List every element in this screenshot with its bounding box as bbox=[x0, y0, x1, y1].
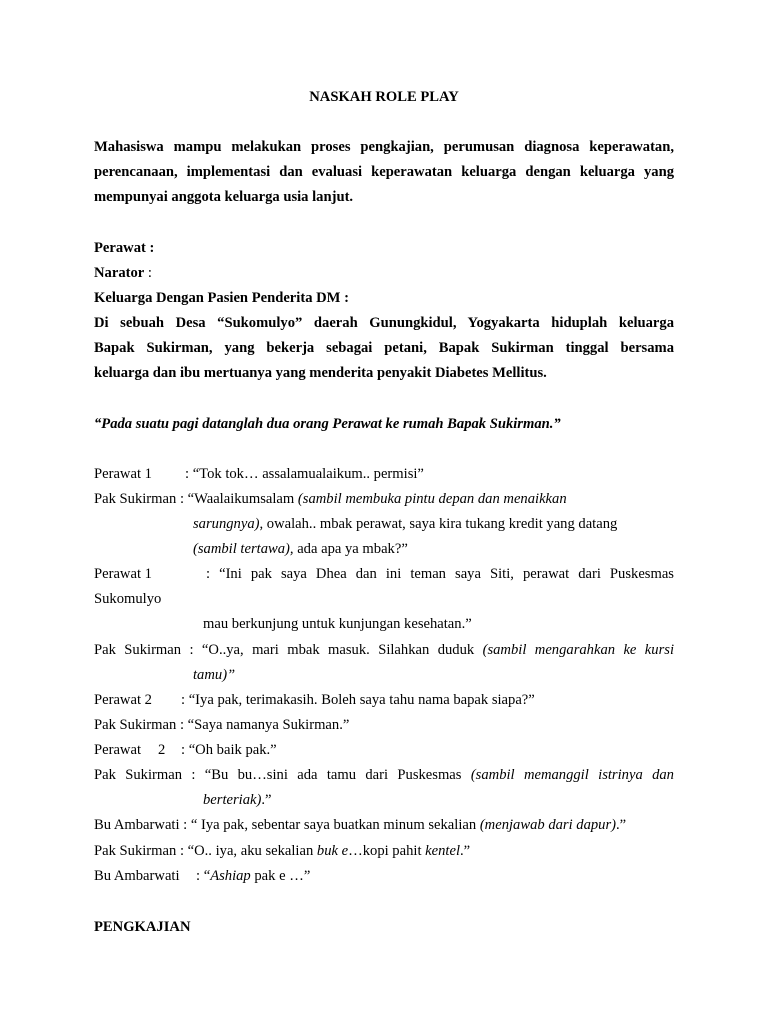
dialogue-ambarwati-1 bbox=[94, 818, 626, 833]
role-narator-colon: : bbox=[144, 265, 152, 281]
dialogue-sukirman-5 bbox=[94, 844, 470, 859]
dialogue-ambarwati-1-action: (menjawab dari dapur) bbox=[479, 817, 617, 833]
dialogue-ambarwati-1-end: .” bbox=[616, 817, 627, 833]
story-line-3: keluarga dan ibu mertuanya yang menderita penyakit Diabetes Mellitus. bbox=[94, 365, 547, 381]
dialogue-perawat1b-line2: Sukomulyo bbox=[94, 591, 162, 607]
dialogue-sukirman-3: Pak Sukirman : “Saya namanya Sukirman.” bbox=[94, 717, 350, 733]
story-line-2: Bapak Sukirman, yang bekerja sebagai petani, Bapak Sukirman tinggal bersama bbox=[94, 340, 674, 356]
dialogue-sukirman-4-text: Pak Sukirman : “Bu bu…sini ada tamu dari Puskesmas bbox=[94, 767, 471, 783]
dialogue-perawat2b-speaker-a: Perawat bbox=[94, 742, 142, 758]
dialogue-perawat2b-text: : “Oh baik pak.” bbox=[181, 742, 277, 758]
dialogue-perawat1-text: : “Tok tok… assalamualaikum.. permisi” bbox=[185, 466, 424, 482]
intro-line-2: perencanaan, implementasi dan evaluasi keperawatan keluarga dengan keluarga yang bbox=[94, 164, 674, 180]
dialogue-ambarwati-2-a: : “ bbox=[196, 868, 211, 884]
dialogue-sukirman-2-line2 bbox=[193, 668, 235, 683]
dialogue-sukirman-1-action: (sambil membuka pintu depan dan menaikkan bbox=[297, 491, 567, 507]
dialogue-sukirman-4-line2 bbox=[203, 793, 272, 808]
dialogue-sukirman-5-e: .” bbox=[460, 843, 471, 859]
dialogue-sukirman-5-d: kentel bbox=[425, 843, 460, 859]
dialogue-sukirman-1-line3-action: (sambil tertawa), bbox=[193, 541, 294, 557]
dialogue-ambarwati-2-b: Ashiap bbox=[210, 868, 251, 884]
dialogue-sukirman-1-line3 bbox=[193, 542, 408, 557]
dialogue-sukirman-1-line3-text: ada apa ya mbak?” bbox=[293, 541, 408, 557]
dialogue-sukirman-2-text: Pak Sukirman : “O..ya, mari mbak masuk. Silahkan duduk bbox=[94, 642, 483, 658]
dialogue-ambarwati-2-speaker: Bu Ambarwati bbox=[94, 868, 180, 884]
dialogue-perawat1b-line3: mau berkunjung untuk kunjungan kesehatan.” bbox=[203, 616, 472, 632]
page-title: NASKAH ROLE PLAY bbox=[309, 89, 459, 105]
dialogue-ambarwati-2 bbox=[196, 869, 310, 884]
dialogue-sukirman-5-a: Pak Sukirman : “O.. iya, aku sekalian bbox=[94, 843, 317, 859]
role-perawat: Perawat : bbox=[94, 240, 155, 256]
dialogue-perawat2-text: : “Iya pak, terimakasih. Boleh saya tahu nama bapak siapa?” bbox=[181, 692, 535, 708]
dialogue-sukirman-2-action: (sambil mengarahkan ke kursi bbox=[482, 642, 674, 658]
dialogue-sukirman-4-action: (sambil memanggil istrinya dan bbox=[470, 767, 674, 783]
dialogue-perawat1b-text: : “Ini pak saya Dhea dan ini teman saya Siti, perawat dari Puskesmas bbox=[206, 566, 674, 582]
dialogue-perawat1-speaker: Perawat 1 bbox=[94, 466, 152, 482]
role-keluarga: Keluarga Dengan Pasien Penderita DM : bbox=[94, 290, 349, 306]
dialogue-perawat2b-speaker-b: 2 bbox=[158, 742, 166, 758]
role-narator bbox=[94, 266, 152, 281]
dialogue-sukirman-4 bbox=[94, 768, 674, 783]
dialogue-ambarwati-1-text: Bu Ambarwati : “ Iya pak, sebentar saya buatkan minum sekalian bbox=[94, 817, 480, 833]
dialogue-ambarwati-2-c: pak e …” bbox=[250, 868, 311, 884]
dialogue-sukirman-1-text: Pak Sukirman : “Waalaikumsalam bbox=[94, 491, 298, 507]
intro-line-1: Mahasiswa mampu melakukan proses pengkajian, perumusan diagnosa keperawatan, bbox=[94, 139, 674, 155]
narration-line bbox=[94, 417, 561, 432]
role-narator-label: Narator bbox=[94, 265, 145, 281]
dialogue-sukirman-2 bbox=[94, 643, 674, 658]
dialogue-perawat2-speaker: Perawat 2 bbox=[94, 692, 152, 708]
story-line-1: Di sebuah Desa “Sukomulyo” daerah Gunungkidul, Yogyakarta hiduplah keluarga bbox=[94, 315, 674, 331]
dialogue-sukirman-1-line2 bbox=[193, 517, 617, 532]
intro-line-3: mempunyai anggota keluarga usia lanjut. bbox=[94, 189, 354, 205]
dialogue-sukirman-1 bbox=[94, 492, 567, 507]
dialogue-sukirman-1-line2-action: sarungnya) bbox=[193, 516, 260, 532]
narration-text: “Pada suatu pagi datanglah dua orang Perawat ke rumah Bapak Sukirman.” bbox=[94, 416, 561, 432]
dialogue-sukirman-2-line2-action: tamu)” bbox=[193, 667, 236, 683]
dialogue-perawat1b-speaker: Perawat 1 bbox=[94, 566, 152, 582]
dialogue-sukirman-4-line2-action: berteriak) bbox=[203, 792, 262, 808]
dialogue-sukirman-5-b: buk e bbox=[316, 843, 349, 859]
dialogue-sukirman-5-c: …kopi pahit bbox=[348, 843, 426, 859]
dialogue-sukirman-1-line2-text: , owalah.. mbak perawat, saya kira tukang kredit yang datang bbox=[259, 516, 618, 532]
section-heading: PENGKAJIAN bbox=[94, 919, 191, 935]
dialogue-sukirman-4-line2-text: .” bbox=[261, 792, 272, 808]
